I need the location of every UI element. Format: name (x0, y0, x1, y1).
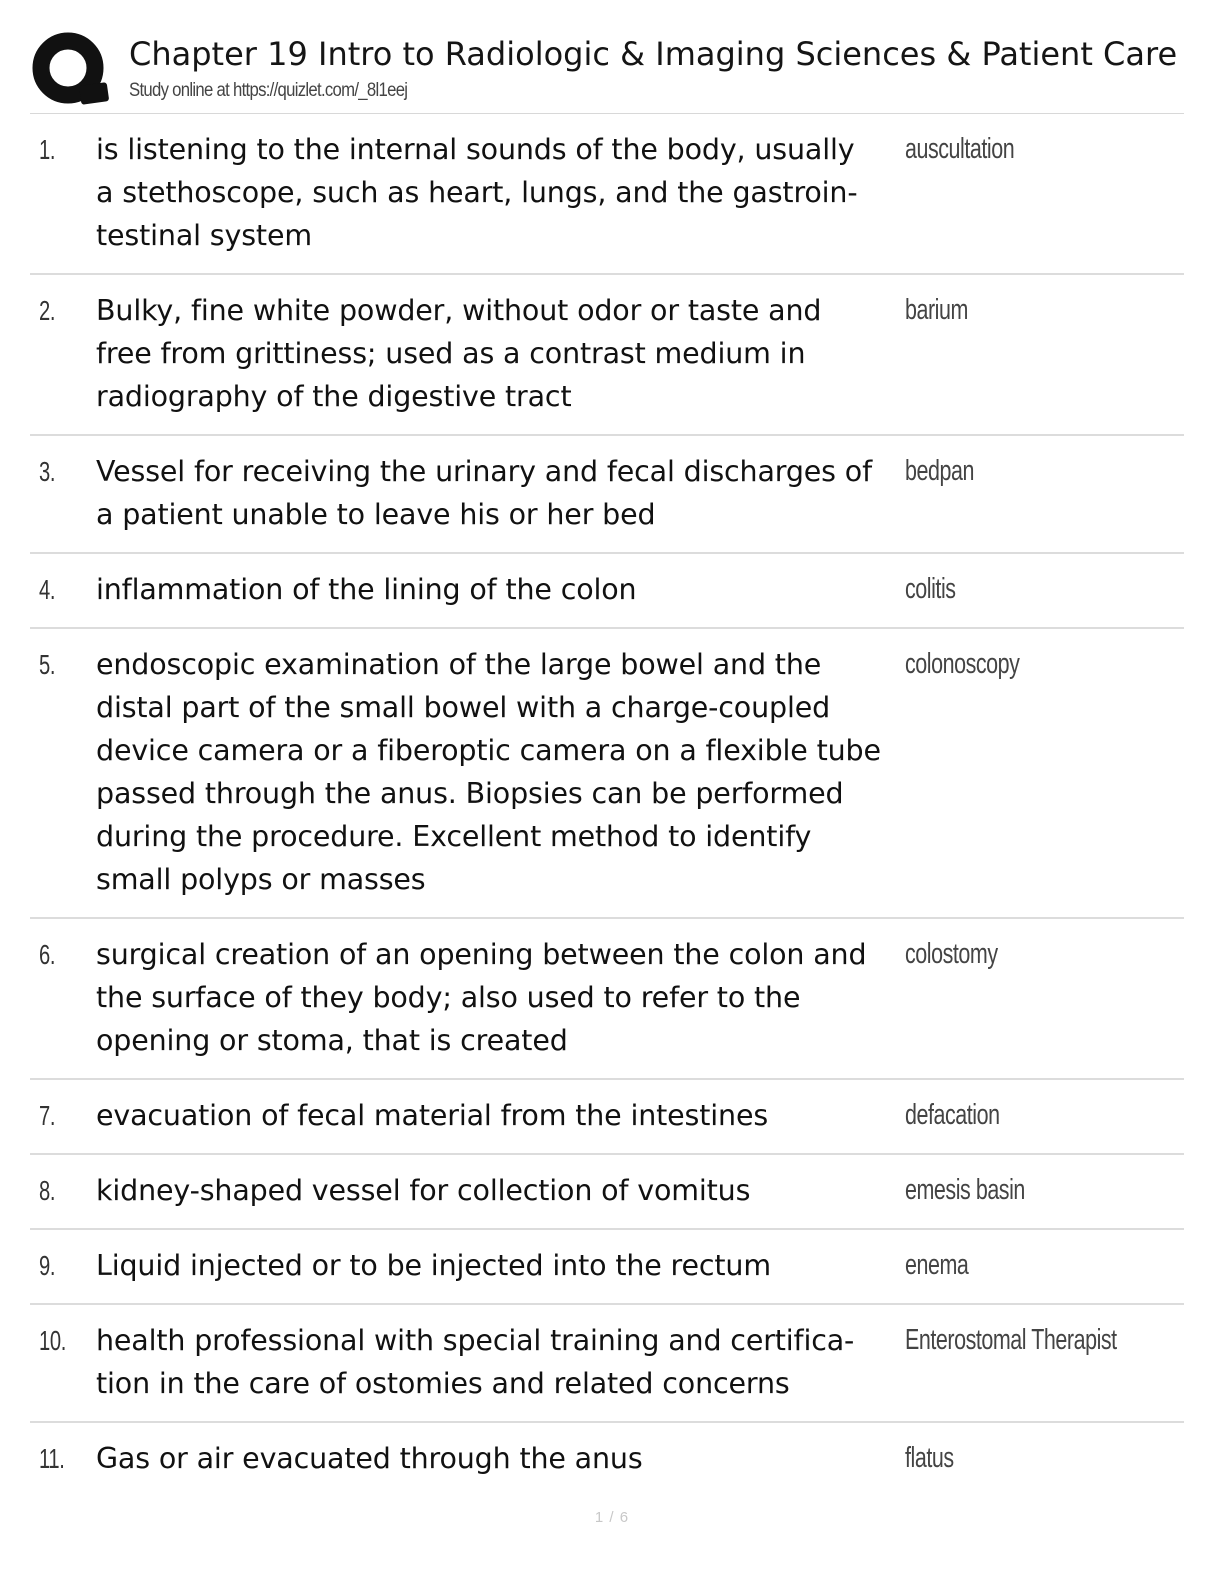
card-term: emesis basin (905, 1174, 1025, 1206)
card-number: 5. (39, 649, 56, 680)
card-definition (96, 1244, 908, 1287)
card-definition (96, 450, 908, 536)
card-definition (96, 1169, 908, 1212)
card-definition (96, 933, 908, 1062)
flashcard-row (30, 919, 1184, 1080)
card-definition (96, 568, 908, 611)
card-term: bedpan (905, 455, 974, 487)
card-number: 9. (39, 1250, 56, 1281)
card-number: 4. (39, 574, 56, 605)
page-title: Chapter 19 Intro to Radiologic & Imaging Sciences & Patient Care (129, 35, 1178, 73)
definition-line: a patient unable to leave his or her bed (96, 498, 656, 531)
flashcard-row (30, 114, 1184, 275)
flashcard-row (30, 1080, 1184, 1155)
card-definition (96, 289, 908, 418)
card-term: defacation (905, 1099, 1000, 1131)
definition-line: distal part of the small bowel with a charge-coupled (96, 691, 831, 724)
card-term: auscultation (905, 133, 1015, 165)
definition-line: device camera or a fiberoptic camera on a flexible tube (96, 734, 881, 767)
study-online-link[interactable]: Study online at https://quizlet.com/_8l1eej (129, 80, 408, 101)
definition-line: radiography of the digestive tract (96, 380, 572, 413)
flashcard-row (30, 554, 1184, 629)
definition-line: the surface of they body; also used to refer to the (96, 981, 801, 1014)
card-number: 10. (39, 1325, 66, 1356)
quizlet-q-logo-icon (30, 30, 110, 110)
definition-line: Liquid injected or to be injected into the rectum (96, 1249, 771, 1282)
card-number: 1. (39, 134, 56, 165)
definition-line: testinal system (96, 219, 312, 252)
definition-line: inflammation of the lining of the colon (96, 573, 637, 606)
card-term: colitis (905, 573, 956, 605)
card-number: 2. (39, 295, 56, 326)
card-definition (96, 643, 908, 901)
definition-line: free from grittiness; used as a contrast medium in (96, 337, 806, 370)
definition-line: endoscopic examination of the large bowel and the (96, 648, 822, 681)
card-number: 6. (39, 939, 56, 970)
page-number: 1 / 6 (594, 1509, 630, 1526)
card-term: enema (905, 1249, 969, 1281)
card-term: colostomy (905, 938, 998, 970)
flashcard-row (30, 436, 1184, 554)
flashcard-row (30, 1230, 1184, 1305)
card-number: 7. (39, 1100, 56, 1131)
card-number: 11. (39, 1443, 65, 1474)
card-number: 3. (39, 456, 56, 487)
card-definition (96, 128, 908, 257)
definition-line: passed through the anus. Biopsies can be performed (96, 777, 844, 810)
definition-line: a stethoscope, such as heart, lungs, and the gastroin- (96, 176, 858, 209)
definition-line: Bulky, fine white powder, without odor or taste and (96, 294, 822, 327)
card-term: colonoscopy (905, 648, 1020, 680)
flashcard-list (30, 114, 1184, 1509)
definition-line: small polyps or masses (96, 863, 426, 896)
definition-line: health professional with special training and certifica- (96, 1324, 855, 1357)
definition-line: kidney-shaped vessel for collection of vomitus (96, 1174, 751, 1207)
flashcard-row (30, 1423, 1184, 1509)
card-definition (96, 1094, 908, 1137)
card-number: 8. (39, 1175, 56, 1206)
definition-line: surgical creation of an opening between the colon and (96, 938, 867, 971)
definition-line: tion in the care of ostomies and related concerns (96, 1367, 790, 1400)
card-term: barium (905, 294, 968, 326)
definition-line: Vessel for receiving the urinary and fecal discharges of (96, 455, 872, 488)
card-definition (96, 1319, 908, 1405)
definition-line: is listening to the internal sounds of the body, usually (96, 133, 855, 166)
definition-line: evacuation of fecal material from the intestines (96, 1099, 769, 1132)
card-definition (96, 1437, 908, 1480)
flashcard-row (30, 1155, 1184, 1230)
flashcard-row (30, 1305, 1184, 1423)
definition-line: opening or stoma, that is created (96, 1024, 568, 1057)
card-term: Enterostomal Therapist (905, 1324, 1117, 1356)
flashcard-row (30, 275, 1184, 436)
card-term: flatus (905, 1442, 954, 1474)
flashcard-row (30, 629, 1184, 919)
definition-line: Gas or air evacuated through the anus (96, 1442, 643, 1475)
definition-line: during the procedure. Excellent method to identify (96, 820, 812, 853)
page-header (30, 30, 1186, 114)
